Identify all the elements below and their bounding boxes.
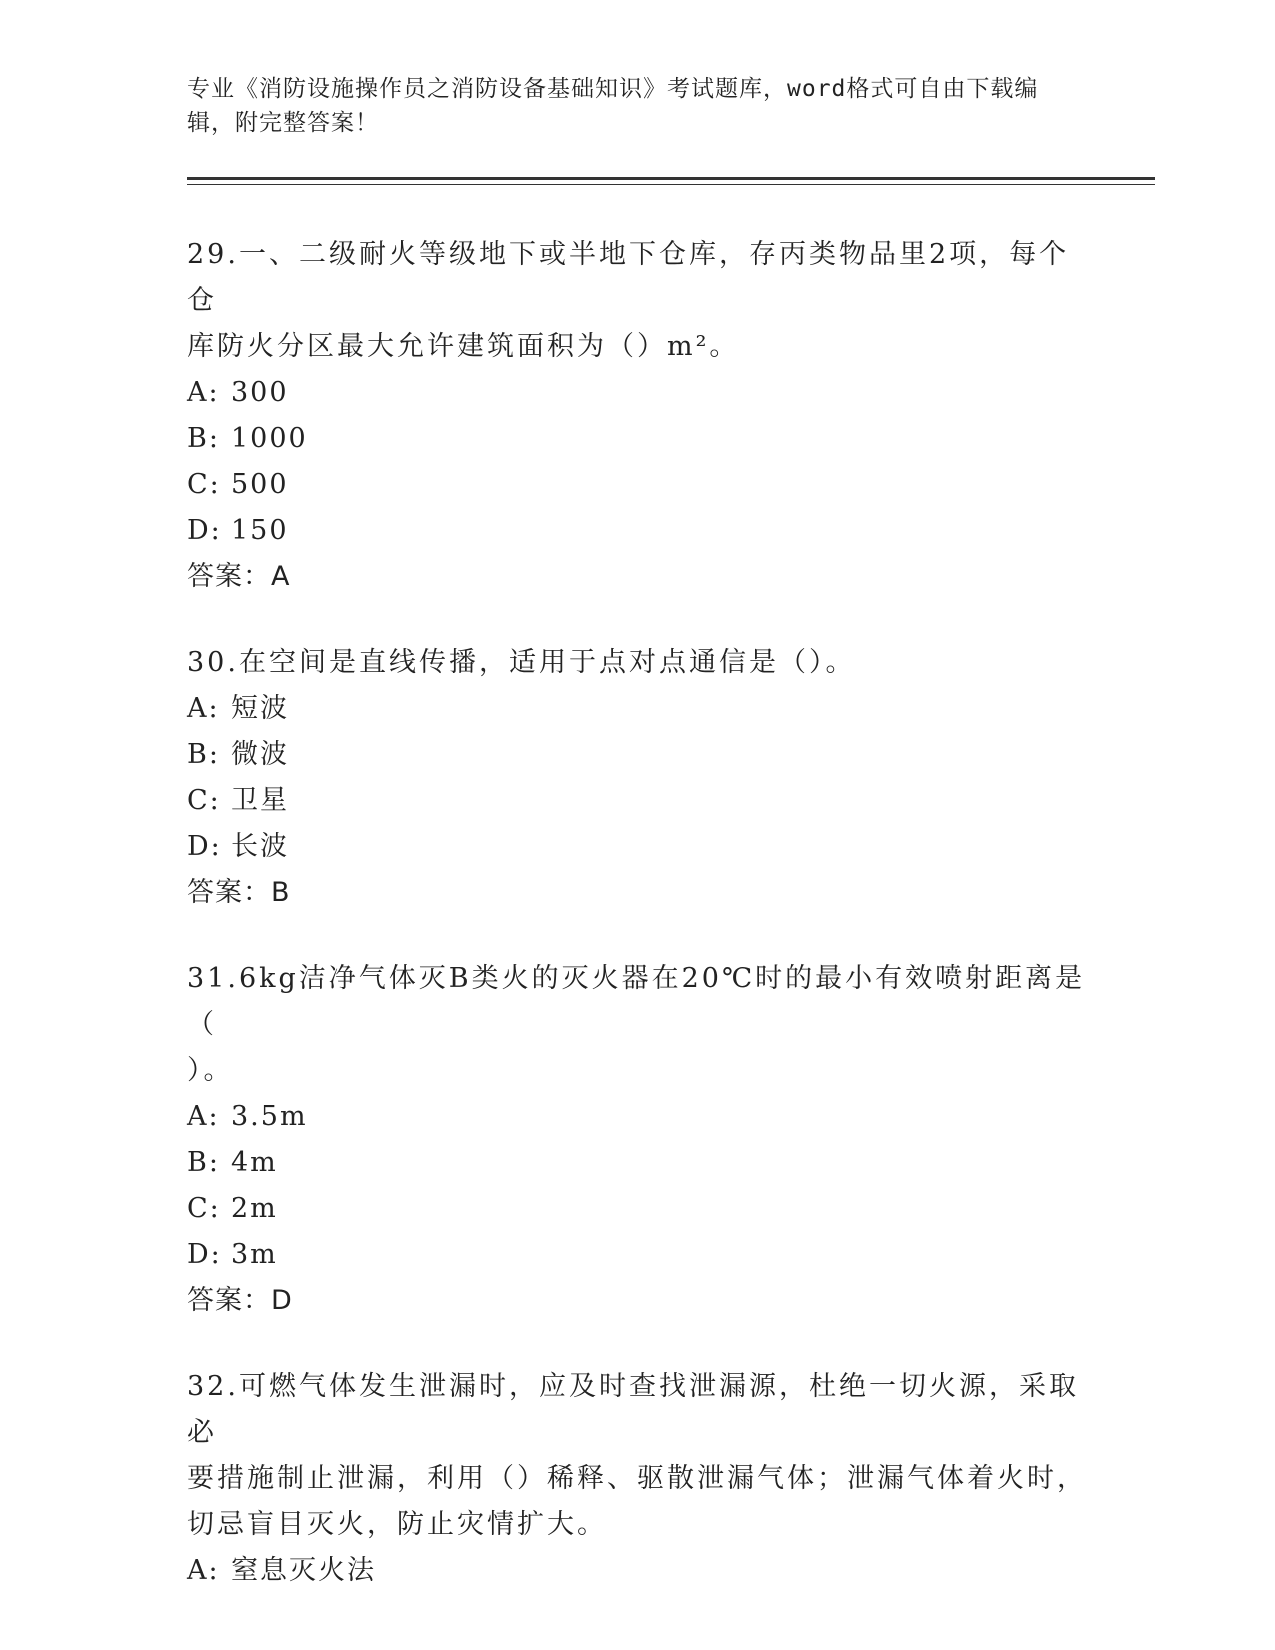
option-label: C: [187,1193,221,1224]
option-text: 500 [231,469,289,500]
option-label: A: [187,1101,220,1132]
option-text: 4m [231,1147,278,1178]
option-c [187,462,1087,508]
question-31 [187,956,1087,1324]
option-label: D: [187,515,222,546]
option-d [187,824,1087,870]
option-text: 短波 [231,693,289,724]
answer-line: 答案：A [187,561,291,592]
option-label: B: [187,739,220,770]
question-stem-line: 切忌盲目灭火，防止灾情扩大。 [187,1509,607,1540]
answer-line: 答案：B [187,877,291,908]
option-text: 150 [231,515,289,546]
header-divider-thick [187,177,1155,180]
document-header [187,72,1077,140]
option-b [187,416,1087,462]
question-list [187,232,1087,1634]
option-label: A: [187,693,220,724]
option-text: 长波 [231,831,289,862]
option-label: C: [187,469,221,500]
option-text: 微波 [231,739,289,770]
option-text: 1000 [231,423,308,454]
option-text: 窒息灭火法 [231,1555,376,1586]
header-line-2: 辑，附完整答案！ [187,110,379,136]
header-line-1: 专业《消防设施操作员之消防设备基础知识》考试题库，word格式可自由下载编 [187,76,1039,102]
question-stem-line: 30.在空间是直线传播，适用于点对点通信是（）。 [187,647,856,678]
option-b [187,732,1087,778]
option-b [187,1140,1087,1186]
option-a [187,686,1087,732]
option-text: 卫星 [231,785,289,816]
option-text: 3m [231,1239,278,1270]
option-label: A: [187,1555,220,1586]
option-a [187,1548,1087,1594]
option-c [187,1186,1087,1232]
answer-line: 答案：D [187,1285,293,1316]
question-stem-line: 32.可燃气体发生泄漏时，应及时查找泄漏源，杜绝一切火源，采取必 [187,1371,1079,1448]
question-29 [187,232,1087,600]
option-c [187,778,1087,824]
option-label: B: [187,1147,220,1178]
option-a [187,370,1087,416]
question-stem-line: 31.6kg洁净气体灭B类火的灭火器在20℃时的最小有效喷射距离是（ [187,963,1086,1040]
option-label: D: [187,831,222,862]
option-text: 300 [231,377,289,408]
option-label: A: [187,377,220,408]
option-d [187,1232,1087,1278]
question-stem-line: 要措施制止泄漏，利用（）稀释、驱散泄漏气体；泄漏气体着火时， [187,1463,1087,1494]
option-label: B: [187,423,220,454]
question-stem-line: 库防火分区最大允许建筑面积为（）m²。 [187,331,740,362]
option-a [187,1094,1087,1140]
option-label: D: [187,1239,222,1270]
question-stem-line: ）。 [187,1055,234,1086]
option-text: 2m [231,1193,278,1224]
option-label: C: [187,785,221,816]
question-32 [187,1364,1087,1594]
option-d [187,508,1087,554]
question-stem-line: 29.一、二级耐火等级地下或半地下仓库，存丙类物品里2项，每个仓 [187,239,1070,316]
question-30 [187,640,1087,916]
option-text: 3.5m [231,1101,308,1132]
header-divider-thin [187,184,1155,185]
